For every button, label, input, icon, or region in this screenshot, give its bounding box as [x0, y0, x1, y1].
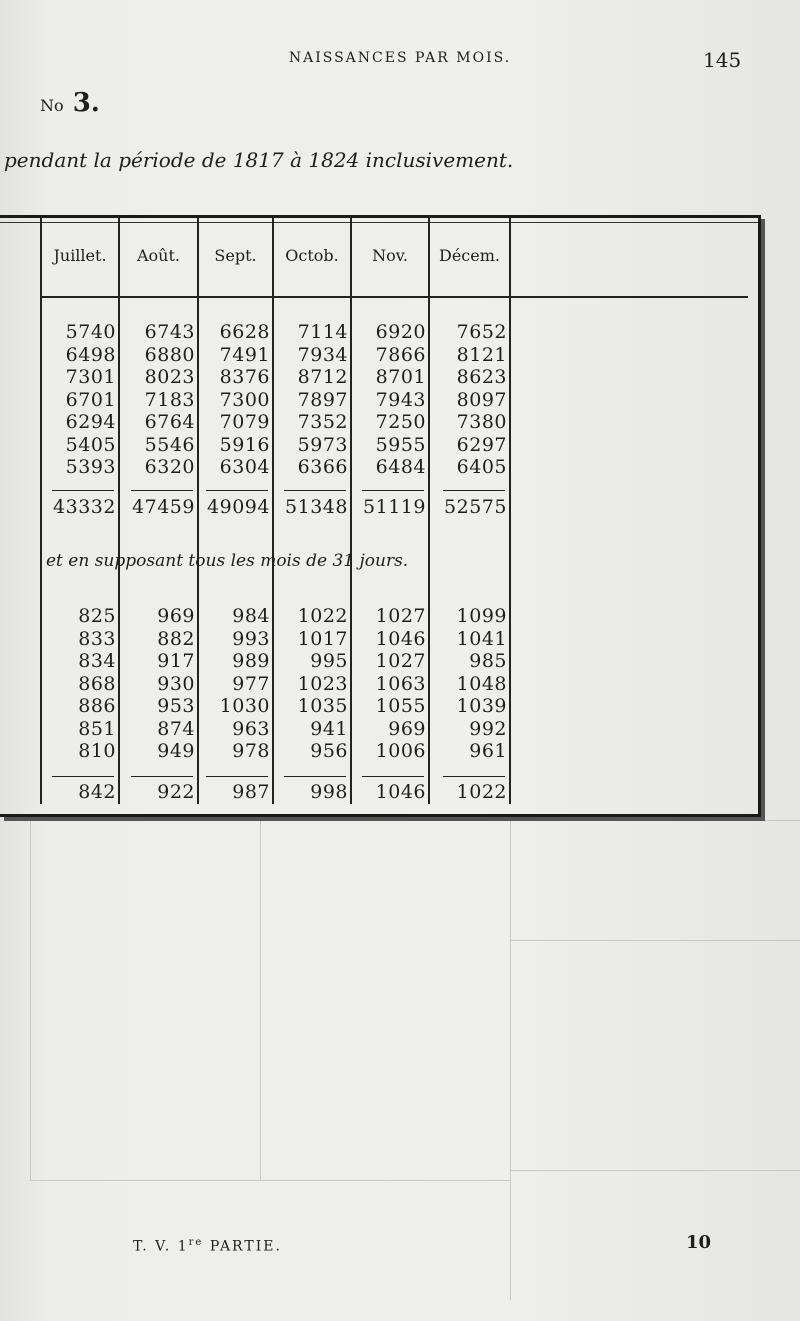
signature-mark [133, 1237, 282, 1255]
total-rule [52, 776, 114, 777]
table-cell: 978 [232, 740, 270, 762]
table-cell: 1039 [456, 695, 507, 717]
total-rule [443, 490, 505, 491]
table-cell: 956 [310, 740, 348, 762]
column-header-nov: Nov. [372, 246, 408, 265]
table-cell: 998 [310, 781, 348, 803]
table-cell: 6405 [456, 456, 507, 478]
total-rule [362, 490, 424, 491]
table-cell: 7652 [456, 321, 507, 343]
table-cell: 851 [78, 717, 116, 740]
table-cell: 5955 [375, 433, 426, 456]
column-rule [118, 218, 120, 804]
header-rule [40, 296, 748, 298]
table-cell: 8023 [144, 366, 195, 388]
table-cell: 8623 [456, 366, 507, 388]
table-cell: 7079 [219, 411, 270, 433]
table-cell: 6320 [144, 456, 195, 478]
column-rule [40, 218, 42, 804]
table-cell: 52575 [444, 496, 507, 518]
signature-left: T. V. 1 [133, 1238, 189, 1255]
table-cell: 51348 [285, 496, 348, 518]
table-cell: 930 [157, 672, 195, 695]
total-rule [131, 776, 193, 777]
table-cell: 995 [310, 650, 348, 672]
table-cell: 1048 [456, 672, 507, 695]
table-cell: 51119 [363, 496, 426, 518]
table-cell: 969 [157, 605, 195, 627]
column-header-sept: Sept. [214, 246, 257, 265]
table-cell: 882 [157, 627, 195, 650]
table-cell: 953 [157, 695, 195, 717]
table-number-prefix: No [40, 96, 64, 115]
table-cell: 7250 [375, 411, 426, 433]
total-rule [362, 776, 424, 777]
table-note: et en supposant tous les mois de 31 jours. [46, 551, 409, 571]
table-cell: 984 [232, 605, 270, 627]
table-cell: 7114 [297, 321, 348, 343]
column-header-juillet: Juillet. [53, 246, 107, 265]
table-cell: 6484 [375, 456, 426, 478]
signature-right: PARTIE. [209, 1238, 282, 1255]
table-cell: 1099 [456, 605, 507, 627]
table-cell: 6297 [456, 433, 507, 456]
table-cell: 1023 [297, 672, 348, 695]
table-number [40, 88, 100, 118]
table-cell: 1030 [219, 695, 270, 717]
column-rule [197, 218, 199, 804]
column-header-octob: Octob. [285, 246, 339, 265]
table-cell: 977 [232, 672, 270, 695]
total-rule [206, 776, 268, 777]
table-cell: 47459 [132, 496, 195, 518]
total-rule [52, 490, 114, 491]
table-cell: 989 [232, 650, 270, 672]
running-title: NAISSANCES PAR MOIS. [288, 50, 512, 66]
table-cell: 5393 [65, 456, 116, 478]
table-cell: 941 [310, 717, 348, 740]
sheet-number: 10 [686, 1232, 712, 1253]
table-subtitle: pendant la période de 1817 à 1824 inclusivement. [4, 148, 514, 172]
table-cell: 1046 [375, 627, 426, 650]
table-cell: 842 [78, 781, 116, 803]
total-rule [443, 776, 505, 777]
table-cell: 922 [157, 781, 195, 803]
table-cell: 6880 [144, 343, 195, 366]
table-cell: 992 [469, 717, 507, 740]
table-cell: 6304 [219, 456, 270, 478]
table-cell: 1046 [375, 781, 426, 803]
table-cell: 987 [232, 781, 270, 803]
column-header-aout: Août. [136, 246, 180, 265]
table-cell: 969 [388, 717, 426, 740]
table-cell: 7491 [219, 343, 270, 366]
column-rule [509, 218, 511, 804]
table-cell: 5546 [144, 433, 195, 456]
column-header-decem: Décem. [439, 246, 500, 265]
table-cell: 1041 [456, 627, 507, 650]
table-cell: 810 [78, 740, 116, 762]
table-cell: 874 [157, 717, 195, 740]
table-cell: 8701 [375, 366, 426, 388]
signature-sup: re [188, 1237, 204, 1248]
total-rule [131, 490, 193, 491]
table-cell: 963 [232, 717, 270, 740]
table-cell: 7866 [375, 343, 426, 366]
table-cell: 917 [157, 650, 195, 672]
table-number-value: 3. [72, 88, 100, 118]
total-rule [284, 490, 346, 491]
births-table [40, 218, 765, 804]
table-cell: 43332 [53, 496, 116, 518]
table-cell: 1006 [375, 740, 426, 762]
table-cell: 985 [469, 650, 507, 672]
table-cell: 1063 [375, 672, 426, 695]
table-cell: 1027 [375, 650, 426, 672]
table-cell: 8121 [456, 343, 507, 366]
table-cell: 949 [157, 740, 195, 762]
table-cell: 8712 [297, 366, 348, 388]
table-cell: 49094 [207, 496, 270, 518]
table-cell: 6498 [65, 343, 116, 366]
table-cell: 7301 [65, 366, 116, 388]
table-cell: 7934 [297, 343, 348, 366]
table-cell: 7300 [219, 388, 270, 411]
table-cell: 993 [232, 627, 270, 650]
table-cell: 6701 [65, 388, 116, 411]
table-cell: 5973 [297, 433, 348, 456]
column-rule [428, 218, 430, 804]
table-cell: 825 [78, 605, 116, 627]
table-cell: 7183 [144, 388, 195, 411]
table-cell: 8097 [456, 388, 507, 411]
table-cell: 961 [469, 740, 507, 762]
table-cell: 7943 [375, 388, 426, 411]
table-cell: 834 [78, 650, 116, 672]
table-cell: 833 [78, 627, 116, 650]
table-cell: 5740 [65, 321, 116, 343]
table-cell: 1022 [297, 605, 348, 627]
table-cell: 7380 [456, 411, 507, 433]
column-rule [272, 218, 274, 804]
table-cell: 6628 [219, 321, 270, 343]
column-rule [350, 218, 352, 804]
table-cell: 6920 [375, 321, 426, 343]
table-cell: 1055 [375, 695, 426, 717]
table-cell: 886 [78, 695, 116, 717]
table-cell: 7352 [297, 411, 348, 433]
table-cell: 1017 [297, 627, 348, 650]
table-cell: 6743 [144, 321, 195, 343]
page-number: 145 [703, 48, 742, 72]
table-cell: 6764 [144, 411, 195, 433]
total-rule [206, 490, 268, 491]
table-cell: 8376 [219, 366, 270, 388]
table-cell: 1035 [297, 695, 348, 717]
table-cell: 5916 [219, 433, 270, 456]
table-cell: 1022 [456, 781, 507, 803]
table-cell: 6294 [65, 411, 116, 433]
total-rule [284, 776, 346, 777]
table-cell: 5405 [65, 433, 116, 456]
table-cell: 7897 [297, 388, 348, 411]
table-cell: 1027 [375, 605, 426, 627]
table-cell: 868 [78, 672, 116, 695]
table-cell: 6366 [297, 456, 348, 478]
